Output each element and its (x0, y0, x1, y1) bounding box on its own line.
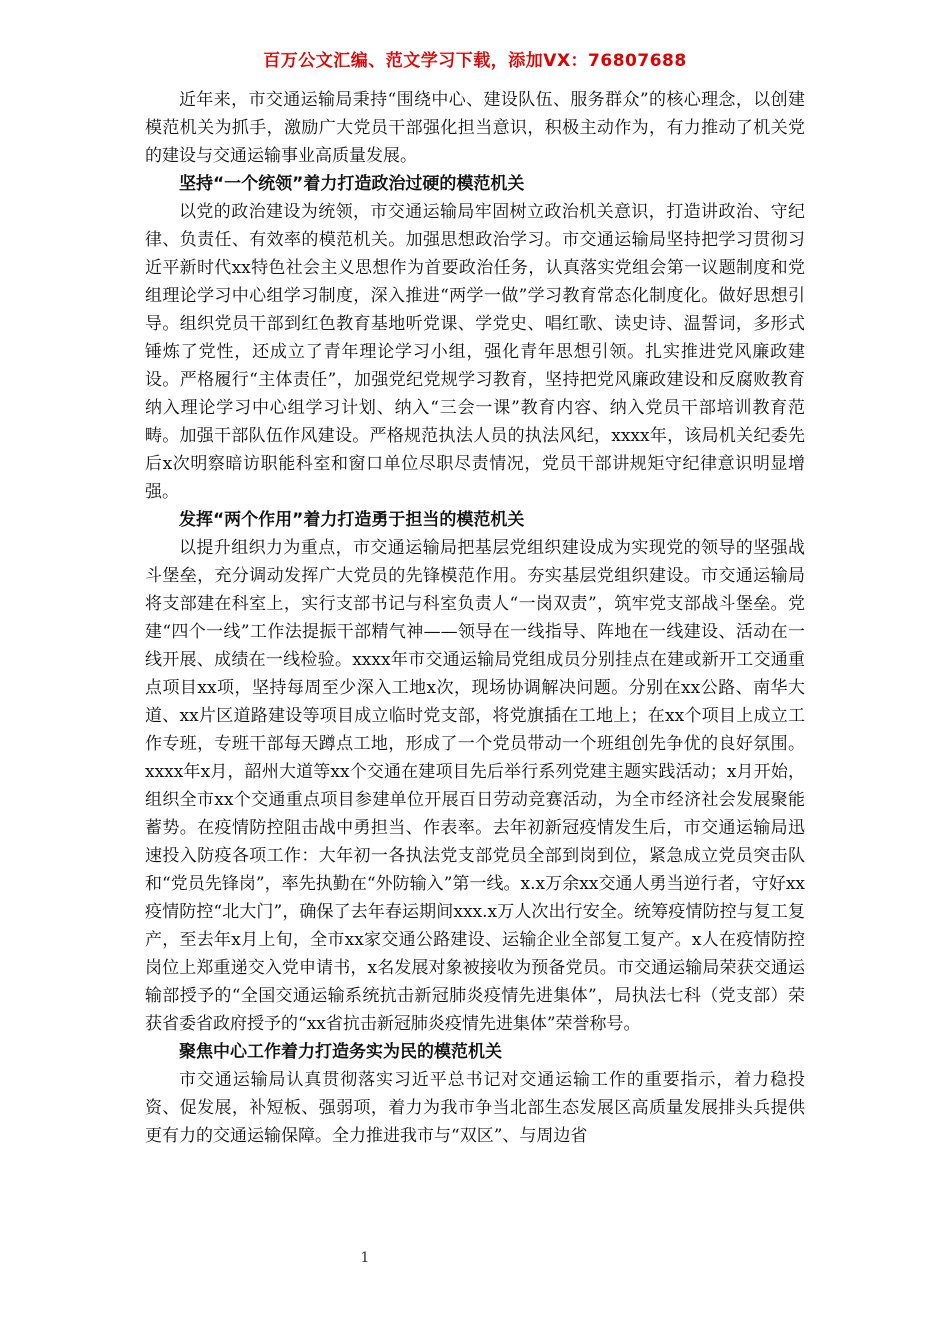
section-paragraph-1: 以党的政治建设为统领，市交通运输局牢固树立政治机关意识，打造讲政治、守纪律、负责任、有效率的模范机关。加强思想政治学习。市交通运输局坚持把学习贯彻习近平新时代xx特色社会主义思想作为首要政治任务，认真落实党组会第一议题制度和党组理论学习中心组学习制度，深入推进“两学一做”学习教育常态化制度化。做好思想引导。组织党员干部到红色教育基地听党课、学党史、唱红歌、读史诗、温誓词，多形式锤炼了党性，还成立了青年理论学习小组，强化青年思想引领。扎实推进党风廉政建设。严格履行“主体责任”，加强党纪党规学习教育，坚持把党风廉政建设和反腐败教育纳入理论学习中心组学习计划、纳入“三会一课”教育内容、纳入党员干部培训教育范畴。加强干部队伍作风建设。严格规范执法人员的执法风纪，xxxx年，该局机关纪委先后x次明察暗访职能科室和窗口单位尽职尽责情况，党员干部讲规矩守纪律意识明显增强。 (145, 202, 805, 502)
article-body (145, 86, 805, 1150)
page-number: 1 (360, 1250, 370, 1266)
intro-paragraph: 近年来，市交通运输局秉持“围绕中心、建设队伍、服务群众”的核心理念，以创建模范机关为抓手，激励广大党员干部强化担当意识，积极主动作为，有力推动了机关党的建设与交通运输事业高质量发展。 (145, 90, 805, 166)
section-heading-2: 发挥“两个作用”着力打造勇于担当的模范机关 (179, 510, 525, 530)
promo-banner: 百万公文汇编、范文学习下载，添加VX：76807688 (263, 51, 687, 71)
section-paragraph-3: 市交通运输局认真贯彻落实习近平总书记对交通运输工作的重要指示，着力稳投资、促发展，补短板、强弱项，着力为我市争当北部生态发展区高质量发展排头兵提供更有力的交通运输保障。全力推进我市与“双区”、与周边省 (145, 1070, 805, 1146)
section-heading-1: 坚持“一个统领”着力打造政治过硬的模范机关 (179, 174, 525, 194)
section-heading-3: 聚焦中心工作着力打造务实为民的模范机关 (179, 1042, 502, 1062)
section-paragraph-2: 以提升组织力为重点，市交通运输局把基层党组织建设成为实现党的领导的坚强战斗堡垒，充分调动发挥广大党员的先锋模范作用。夯实基层党组织建设。市交通运输局将支部建在科室上，实行支部书记与科室负责人“一岗双责”，筑牢党支部战斗堡垒。党建“四个一线”工作法提振干部精气神——领导在一线指导、阵地在一线建设、活动在一线开展、成绩在一线检验。xxxx年市交通运输局党组成员分别挂点在建或新开工交通重点项目xx项，坚持每周至少深入工地x次，现场协调解决问题。分别在xx公路、南华大道、xx片区道路建设等项目成立临时党支部，将党旗插在工地上；在xx个项目上成立工作专班，专班干部每天蹲点工地，形成了一个党员带动一个班组创先争优的良好氛围。xxxx年x月，韶州大道等xx个交通在建项目先后举行系列党建主题实践活动；x月开始，组织全市xx个交通重点项目参建单位开展百日劳动竞赛活动，为全市经济社会发展聚能蓄势。在疫情防控阻击战中勇担当、作表率。去年初新冠疫情发生后，市交通运输局迅速投入防疫各项工作：大年初一各执法党支部党员全部到岗到位，紧急成立党员突击队和“党员先锋岗”，率先执勤在“外防输入”第一线。x.x万余xx交通人勇当逆行者，守好xx疫情防控“北大门”，确保了去年春运期间xxx.x万人次出行安全。统筹疫情防控与复工复产，至去年x月上旬，全市xx家交通公路建设、运输企业全部复工复产。x人在疫情防控岗位上郑重递交入党申请书，x名发展对象被接收为预备党员。市交通运输局荣获交通运输部授予的“全国交通运输系统抗击新冠肺炎疫情先进集体”，局执法七科（党支部）荣获省委省政府授予的“xx省抗击新冠肺炎疫情先进集体”荣誉称号。 (145, 538, 805, 1034)
